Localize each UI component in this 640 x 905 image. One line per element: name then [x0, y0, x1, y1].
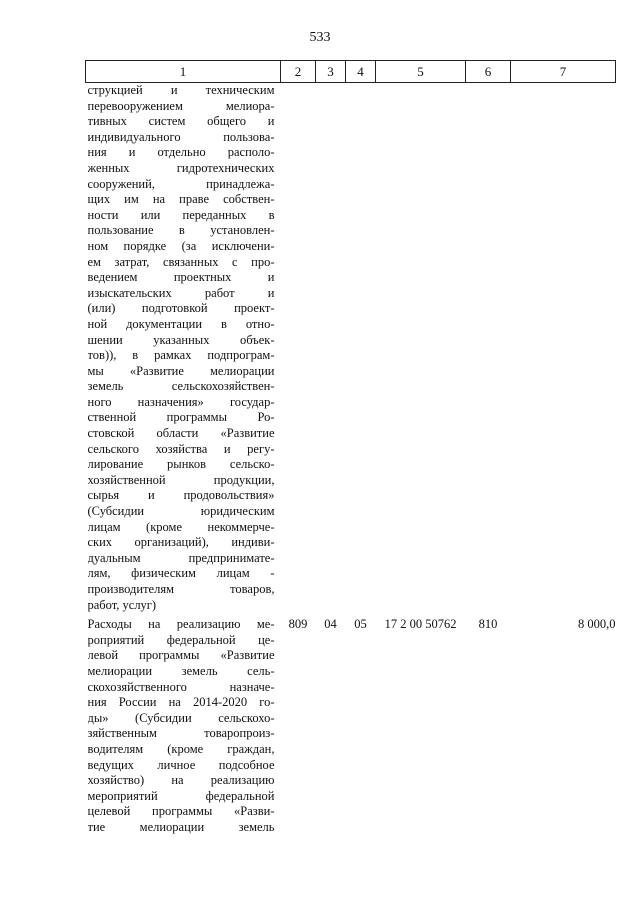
description-line: ного назначения» государ-	[87, 394, 275, 409]
description-line: женных гидротехнических	[87, 160, 275, 175]
cell-expense-type	[466, 83, 511, 614]
description-line: хозяйственной продукции,	[87, 472, 275, 487]
description-line: зяйственным товаропроиз-	[87, 726, 275, 741]
description-line: (Субсидии юридическим	[87, 504, 275, 519]
description-line: ских организаций), индиви-	[87, 535, 275, 550]
description-line: хозяйство) на реализацию	[87, 773, 275, 788]
description-line: земель сельскохозяйствен-	[87, 379, 275, 394]
cell-ministry-code: 809	[288, 617, 308, 632]
cell-ministry-code	[281, 83, 316, 614]
description-line: ведением проектных и	[87, 270, 275, 285]
cell-expense-type: 810	[478, 617, 498, 632]
page-number: 533	[309, 30, 331, 45]
description-line: ния и отдельно располо-	[87, 145, 275, 160]
description-line: ном порядке (за исключени-	[87, 238, 275, 253]
table-row	[86, 83, 616, 614]
cell-target-article	[376, 83, 466, 614]
description-line: сооружений, принадлежа-	[87, 176, 275, 191]
description-line: левой программы «Развитие	[87, 648, 275, 663]
description-line: лицам (кроме некоммерче-	[87, 519, 275, 534]
description-line: изыскательских работ и	[87, 285, 275, 300]
cell-section-code	[316, 83, 346, 614]
description-line: лям, физическим лицам -	[87, 566, 275, 581]
description-line: ния России на 2014-2020 го-	[87, 695, 275, 710]
header-col-3: 3	[316, 61, 346, 83]
description-line: лирование рынков сельско-	[87, 457, 275, 472]
header-col-5: 5	[376, 61, 466, 83]
description-line: тивных систем общего и	[87, 114, 275, 129]
description-line: мелиорации земель сель-	[87, 663, 275, 678]
description-line: ственной программы Ро-	[87, 410, 275, 425]
description-line: пользование в установлен-	[87, 223, 275, 238]
description-line: ды» (Субсидии сельскохо-	[87, 710, 275, 725]
description-line: индивидуального пользова-	[87, 129, 275, 144]
row-description	[86, 83, 281, 614]
cell-subsection-code: 05	[354, 617, 367, 632]
description-line: целевой программы «Разви-	[87, 804, 275, 819]
header-col-6: 6	[466, 61, 511, 83]
description-line: мы «Развитие мелиорации	[87, 363, 275, 378]
cell-subsection-code	[346, 83, 376, 614]
header-col-1: 1	[86, 61, 281, 83]
description-line: щих им на праве собствен-	[87, 192, 275, 207]
description-line: тов)), в рамках подпрограм-	[87, 348, 275, 363]
budget-table	[85, 60, 616, 836]
description-line: ем затрат, связанных с про-	[87, 254, 275, 269]
description-line: работ, услуг)	[87, 597, 157, 612]
header-col-7: 7	[511, 61, 616, 83]
description-line: шении указанных объек-	[87, 332, 275, 347]
cell-amount: 8 000,0	[578, 617, 616, 632]
table-row	[86, 613, 616, 835]
description-line: производителям товаров,	[87, 582, 275, 596]
description-line: ности или переданных в	[87, 207, 275, 222]
description-line: (или) подготовкой проект-	[87, 301, 275, 316]
description-line: ной документации в отно-	[87, 316, 275, 331]
description-line: стовской области «Развитие	[87, 426, 275, 441]
cell-amount	[511, 83, 616, 614]
description-line: Расходы на реализацию ме-	[87, 617, 275, 632]
description-line: роприятий федеральной це-	[87, 632, 275, 647]
description-line: водителям (кроме граждан,	[87, 741, 275, 756]
description-line: сельского хозяйства и регу-	[87, 441, 275, 456]
description-line: струкцией и техническим	[87, 83, 275, 97]
row-description	[86, 613, 281, 835]
header-col-4: 4	[346, 61, 376, 83]
description-line: дуальным предпринимате-	[87, 550, 275, 565]
description-line: мероприятий федеральной	[87, 788, 275, 803]
description-line: ведущих личное подсобное	[87, 757, 275, 772]
description-line: тие мелиорации земель	[87, 819, 275, 834]
cell-target-article: 17 2 00 50762	[384, 617, 457, 632]
cell-section-code: 04	[324, 617, 337, 632]
table-header-row	[86, 61, 616, 83]
description-line: перевооружением мелиора-	[87, 98, 275, 113]
description-line: сырья и продовольствия»	[87, 488, 275, 503]
header-col-2: 2	[281, 61, 316, 83]
description-line: скохозяйственного назначе-	[87, 679, 275, 694]
